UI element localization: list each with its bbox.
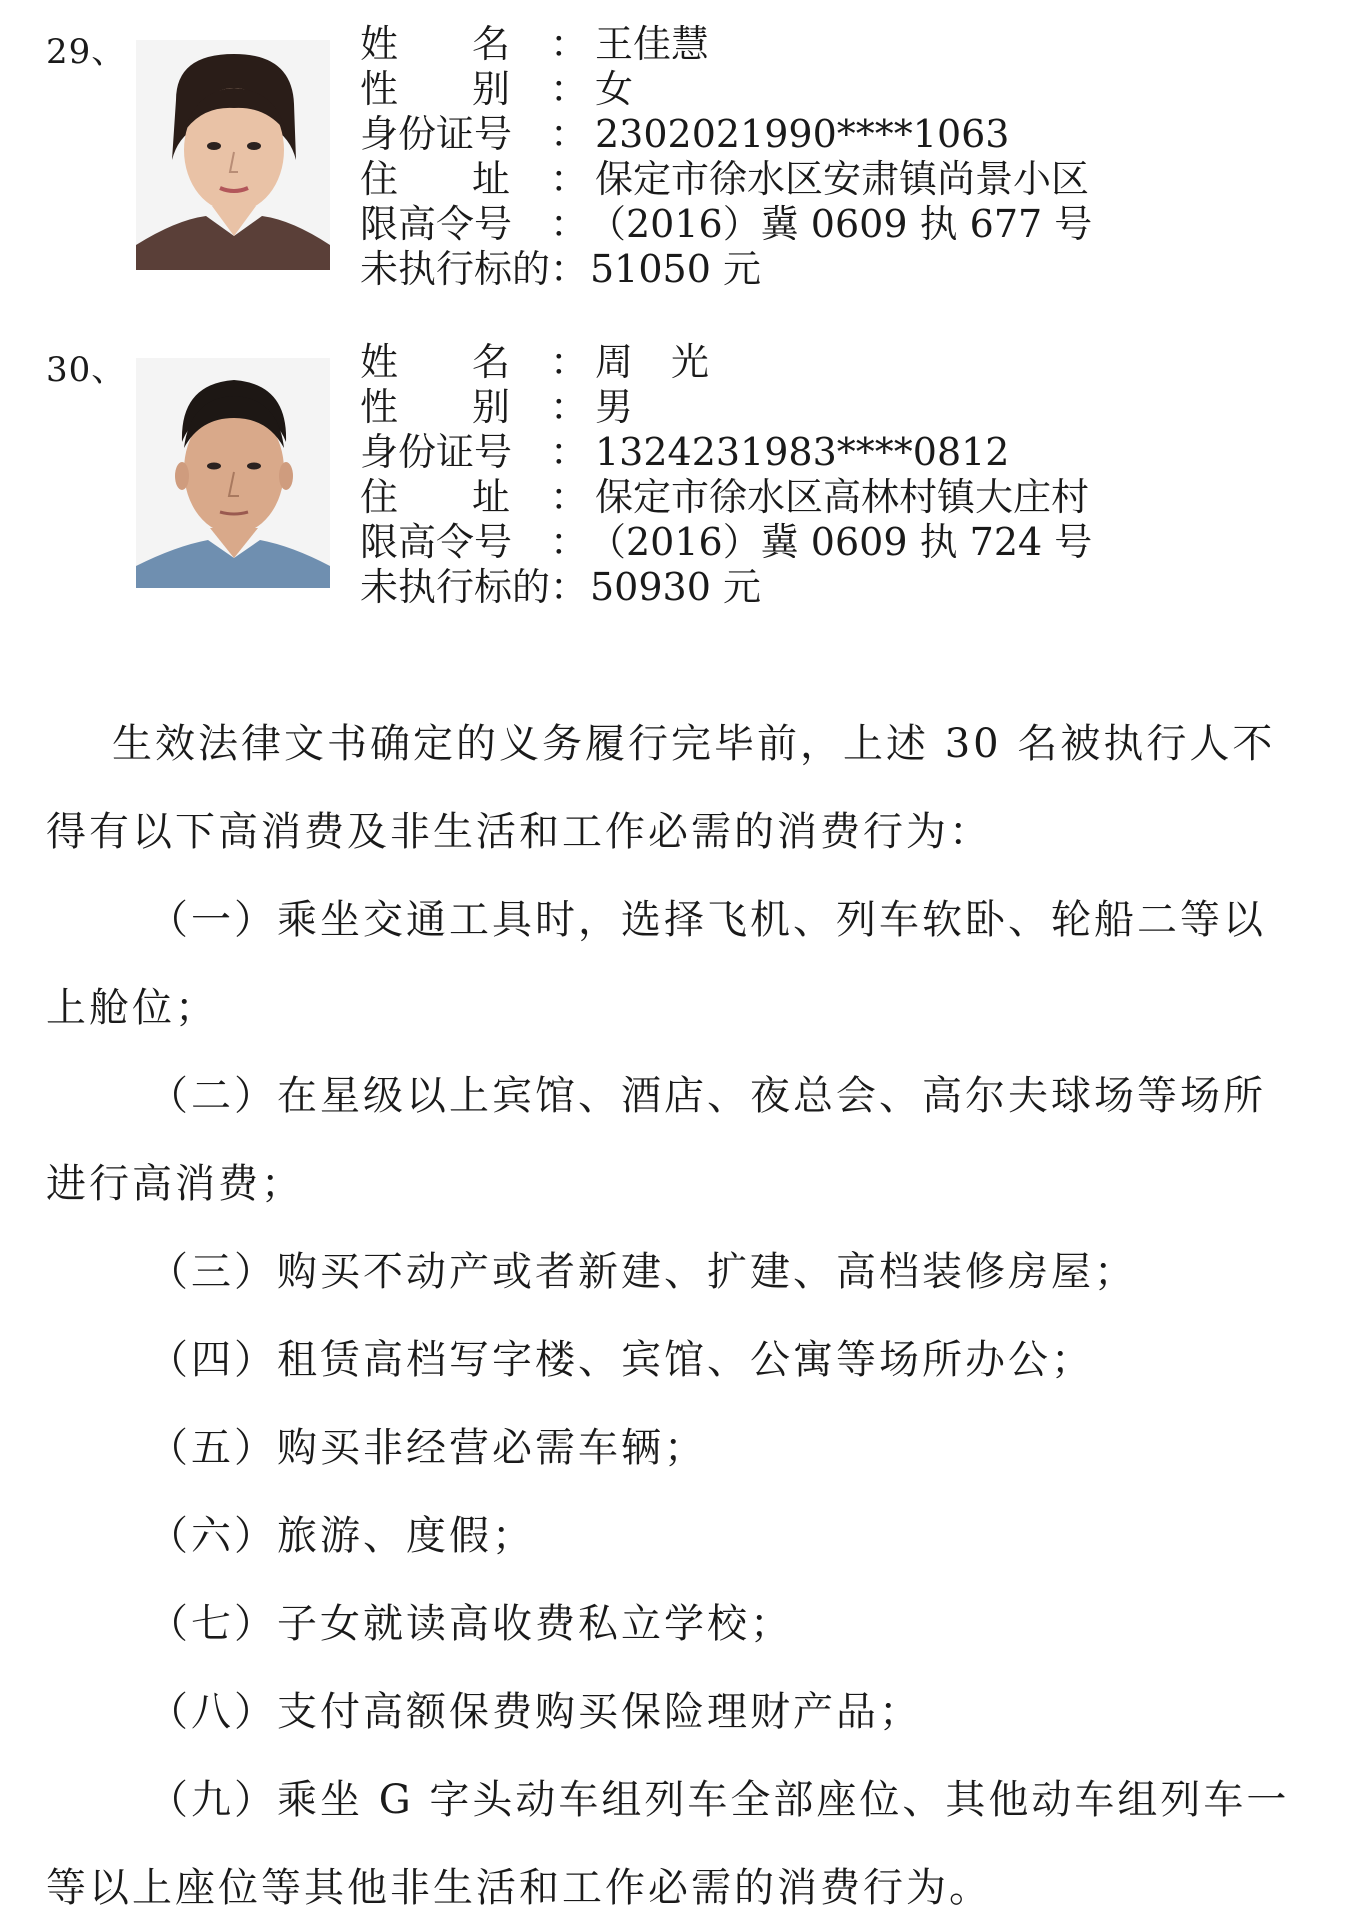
- id-number-value: 2302021990****1063: [595, 112, 1010, 156]
- gender-row: [360, 385, 1320, 430]
- field-label: 住 址: [360, 157, 510, 201]
- prohibition-item-continued: 进行高消费；: [46, 1161, 304, 1207]
- id-number-row: [360, 430, 1320, 475]
- prohibition-item-continued: 上舱位；: [46, 985, 218, 1031]
- field-label: 未执行标的：: [360, 247, 589, 291]
- field-label: 姓 名: [360, 340, 510, 384]
- prohibition-item: （一）乘坐交通工具时，选择飞机、列车软卧、轮船二等以: [148, 897, 1266, 943]
- gender-row: [360, 67, 1320, 112]
- person-fields: [360, 22, 1320, 292]
- field-label: 未执行标的：: [360, 565, 589, 609]
- person-entry: [0, 12, 1350, 312]
- male-portrait-photo: [136, 358, 330, 588]
- person-entry: [0, 330, 1350, 630]
- outstanding-amount-row: [360, 247, 1320, 292]
- field-colon: ：: [550, 520, 589, 564]
- prohibition-item: （五）购买非经营必需车辆；: [148, 1425, 707, 1471]
- entry-index: 30、: [46, 350, 127, 390]
- outstanding-amount-value: 51050 元: [590, 247, 761, 291]
- restriction-order-row: [360, 202, 1320, 247]
- prohibition-item: （八）支付高额保费购买保险理财产品；: [148, 1689, 922, 1735]
- restriction-order-value: （2016）冀 0609 执 677 号: [588, 202, 1093, 246]
- address-value: 保定市徐水区安肃镇尚景小区: [595, 157, 1090, 201]
- field-colon: ：: [550, 340, 589, 384]
- field-label: 性 别: [360, 385, 510, 429]
- prohibition-item: （四）租赁高档写字楼、宾馆、公寓等场所办公；: [148, 1337, 1094, 1383]
- id-number-row: [360, 112, 1320, 157]
- name-value: 周 光: [595, 340, 710, 384]
- field-colon: ：: [550, 475, 589, 519]
- field-label: 姓 名: [360, 22, 510, 66]
- field-label: 身份证号: [360, 430, 513, 474]
- address-row: [360, 475, 1320, 520]
- name-value: 王佳慧: [595, 22, 710, 66]
- restriction-order-value: （2016）冀 0609 执 724 号: [588, 520, 1093, 564]
- field-colon: ：: [550, 385, 589, 429]
- field-colon: ：: [550, 202, 589, 246]
- prohibition-item-continued: 等以上座位等其他非生活和工作必需的消费行为。: [46, 1865, 992, 1911]
- field-colon: ：: [550, 112, 589, 156]
- body-text: [46, 700, 1306, 1932]
- field-label: 限高令号: [360, 520, 513, 564]
- field-label: 性 别: [360, 67, 510, 111]
- prohibition-item: （三）购买不动产或者新建、扩建、高档装修房屋；: [148, 1249, 1137, 1295]
- field-label: 身份证号: [360, 112, 513, 156]
- prohibition-item: （七）子女就读高收费私立学校；: [148, 1601, 793, 1647]
- gender-value: 女: [595, 67, 634, 111]
- field-colon: ：: [550, 430, 589, 474]
- name-row: [360, 22, 1320, 67]
- field-colon: ：: [550, 67, 589, 111]
- gender-value: 男: [595, 385, 634, 429]
- id-number-value: 1324231983****0812: [595, 430, 1010, 474]
- outstanding-amount-row: [360, 565, 1320, 610]
- entry-index: 29、: [46, 32, 127, 72]
- intro-line: 得有以下高消费及非生活和工作必需的消费行为：: [46, 809, 992, 855]
- intro-paragraph: [46, 700, 1306, 876]
- female-portrait-photo: [136, 40, 330, 270]
- prohibition-item: （六）旅游、度假；: [148, 1513, 535, 1559]
- prohibition-item: （二）在星级以上宾馆、酒店、夜总会、高尔夫球场等场所: [148, 1073, 1266, 1119]
- outstanding-amount-value: 50930 元: [590, 565, 761, 609]
- name-row: [360, 340, 1320, 385]
- field-label: 住 址: [360, 475, 510, 519]
- restriction-order-row: [360, 520, 1320, 565]
- field-colon: ：: [550, 22, 589, 66]
- prohibition-item: （九）乘坐 G 字头动车组列车全部座位、其他动车组列车一: [148, 1777, 1290, 1823]
- address-row: [360, 157, 1320, 202]
- intro-line: 生效法律文书确定的义务履行完毕前，上述 30 名被执行人不: [112, 721, 1276, 767]
- address-value: 保定市徐水区高林村镇大庄村: [595, 475, 1090, 519]
- person-fields: [360, 340, 1320, 610]
- field-colon: ：: [550, 157, 589, 201]
- field-label: 限高令号: [360, 202, 513, 246]
